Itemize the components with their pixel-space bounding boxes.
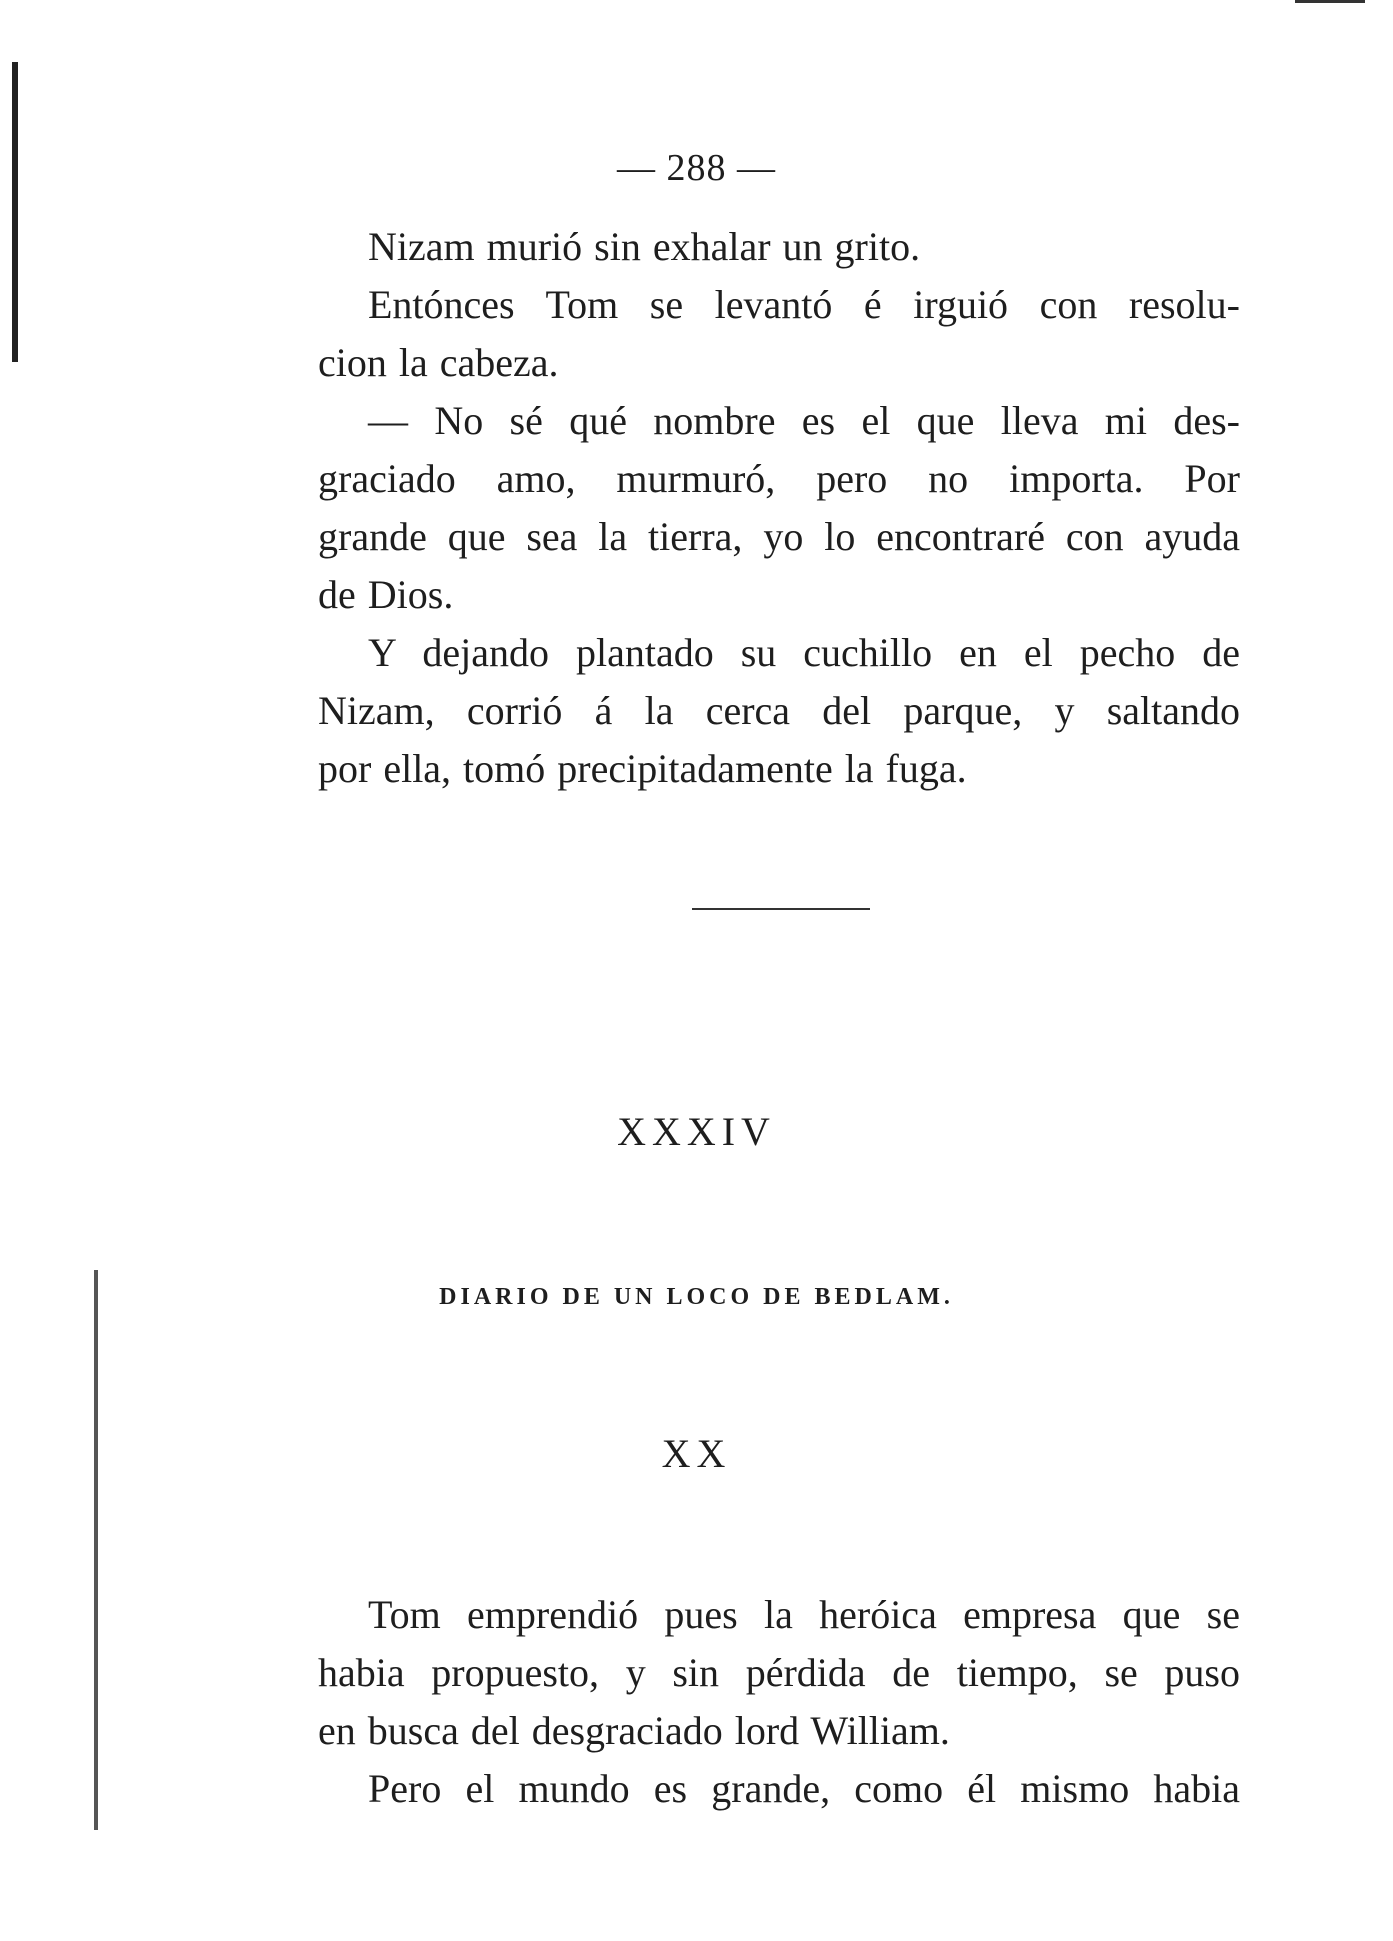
text-line: — No sé qué nombre es el que lleva mi des- <box>368 398 1240 443</box>
chapter-number: XXXIV <box>617 1109 776 1154</box>
paragraph-4 <box>318 624 1240 798</box>
text-line: graciado amo, murmuró, pero no importa. Por <box>318 456 1240 501</box>
text-line: Nizam, corrió á la cerca del parque, y saltando <box>318 688 1240 733</box>
paragraph-3 <box>318 392 1240 624</box>
section-divider <box>692 908 870 910</box>
page-number: — 288 — <box>617 147 776 189</box>
top-text-block <box>318 218 1240 798</box>
text-line: Nizam murió sin exhalar un grito. <box>368 224 921 269</box>
paragraph-6 <box>318 1760 1240 1818</box>
paragraph-1 <box>318 218 1240 276</box>
text-line: en busca del desgraciado lord William. <box>318 1708 950 1753</box>
text-line: Entónces Tom se levantó é irguió con resolu- <box>368 282 1240 327</box>
section-number: XX <box>661 1431 732 1476</box>
text-line: Tom emprendió pues la heróica empresa que se <box>368 1592 1240 1637</box>
text-line: Y dejando plantado su cuchillo en el pecho de <box>368 630 1240 675</box>
scan-corner-mark <box>1295 0 1365 9</box>
chapter-title: DIARIO DE UN LOCO DE BEDLAM. <box>439 1284 954 1310</box>
text-line: por ella, tomó precipitadamente la fuga. <box>318 746 967 791</box>
paragraph-2 <box>318 276 1240 392</box>
bottom-text-block <box>318 1586 1240 1818</box>
scan-margin-mark-bottom <box>94 1270 98 1830</box>
text-line: cion la cabeza. <box>318 340 559 385</box>
text-line: de Dios. <box>318 572 454 617</box>
paragraph-5 <box>318 1586 1240 1760</box>
text-line: Pero el mundo es grande, como él mismo habia <box>368 1766 1240 1811</box>
text-line: grande que sea la tierra, yo lo encontraré con ayuda <box>318 514 1240 559</box>
scan-margin-mark-top <box>12 62 18 362</box>
text-line: habia propuesto, y sin pérdida de tiempo, se puso <box>318 1650 1240 1695</box>
